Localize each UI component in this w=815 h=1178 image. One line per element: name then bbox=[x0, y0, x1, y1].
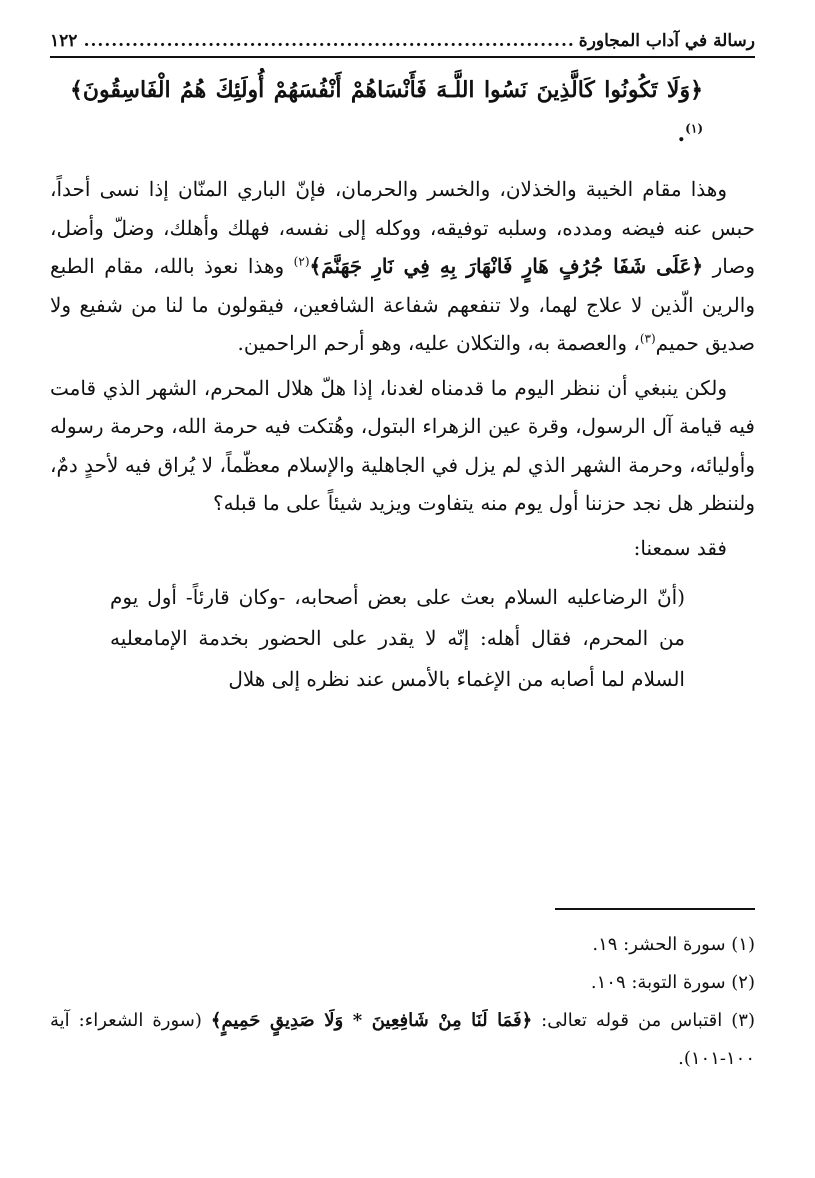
footnotes bbox=[50, 926, 755, 1078]
footnote-1-text: سورة الحشر: ١٩. bbox=[592, 934, 726, 955]
footnote-ref-3[interactable]: (٣) bbox=[639, 331, 656, 346]
footnote-ref-1[interactable]: (١) bbox=[685, 121, 703, 136]
footnote-1-mark: (١) bbox=[731, 934, 755, 955]
paragraph-1-part-2: وهذا نعوذ بالله، مقام الطبع والرين الّذين لا علاج لهما، ولا تنفعهم شفاعة الشافعين، فيقولون ما لنا من شفيع ولا صديق حميم bbox=[50, 254, 755, 355]
footnote-3-mark: (٣) bbox=[731, 1010, 755, 1031]
footnote-2-text: سورة التوبة: ١٠٩. bbox=[590, 972, 726, 993]
footnote-ref-2[interactable]: (٢) bbox=[293, 254, 310, 269]
opening-verse bbox=[50, 68, 755, 156]
footnote-2-mark: (٢) bbox=[731, 972, 755, 993]
running-header bbox=[50, 28, 755, 58]
footnote-3-quran: ﴿فَمَا لَنَا مِنْ شَافِعِينَ * وَلَا صَدِيقٍ حَمِيمٍ﴾ bbox=[210, 1010, 533, 1031]
footnote-1 bbox=[50, 926, 755, 964]
footnote-2 bbox=[50, 964, 755, 1002]
verse-text: ﴿وَلَا تَكُونُوا كَالَّذِينَ نَسُوا اللَّـهَ فَأَنْسَاهُمْ أَنْفُسَهُمْ أُولَئِكَ هُمُ الْفَاسِقُونَ﴾ bbox=[70, 77, 703, 103]
narration-quote: (أنّ الرضاعليه السلام بعث على بعض أصحابه، -وكان قارئاً- أول يوم من المحرم، فقال أهله: إنّه لا يقدر على الحضور بخدمة الإمامعليه السلام لما أصابه من الإغماء بالأمس عند نظره إلى هلال bbox=[110, 585, 685, 691]
main-text bbox=[50, 170, 755, 700]
footnote-3-text-after: (سورة الشعراء: آية ١٠٠-١٠١). bbox=[50, 1010, 755, 1069]
document-page bbox=[50, 28, 755, 1158]
paragraph-1-part-3: ، والعصمة به، والتكلان عليه، وهو أرحم الراحمين. bbox=[237, 331, 640, 355]
paragraph-2: ولكن ينبغي أن ننظر اليوم ما قدمناه لغدنا، إذا هلّ هلال المحرم، الشهر الذي قامت فيه قيامة آل الرسول، وقرة عين الزهراء البتول، وهُتكت فيه حرمة الله، وحرمة رسوله وأوليائه، وحرمة الشهر الذي لم يزل في الجاهلية والإسلام معظّماً، لا يُراق فيه لأحدٍ دمٌ، ولننظر هل نجد حزننا أول يوم منه يتفاوت ويزيد شيئاً على ما قبله؟ bbox=[50, 375, 755, 515]
verse-end: . bbox=[677, 121, 686, 147]
page-number: ١٢٢ bbox=[50, 31, 78, 51]
header-leader-dots bbox=[81, 28, 574, 54]
paragraph-1-quran: ﴿عَلَى شَفَا جُرُفٍ هَارٍ فَانْهَارَ بِهِ فِي نَارِ جَهَنَّمَ﴾ bbox=[309, 254, 704, 278]
footnote-3-text-before: اقتباس من قوله تعالى: bbox=[532, 1010, 723, 1031]
footnote-separator bbox=[555, 908, 755, 910]
paragraph-1 bbox=[50, 170, 755, 363]
footnote-3 bbox=[50, 1002, 755, 1078]
paragraph-1-part-1: وهذا مقام الخيبة والخذلان، والخسر والحرمان، فإنّ الباري المنّان إذا نسى أحداً، حبس عنه فيضه ومدده، وسلبه توفيقه، ووكله إلى نفسه، فهلك وأهلك، وضلّ وأضل، وصار bbox=[50, 177, 755, 278]
running-title: رسالة في آداب المجاورة bbox=[578, 31, 755, 51]
heard-line: فقد سمعنا: bbox=[633, 535, 727, 560]
